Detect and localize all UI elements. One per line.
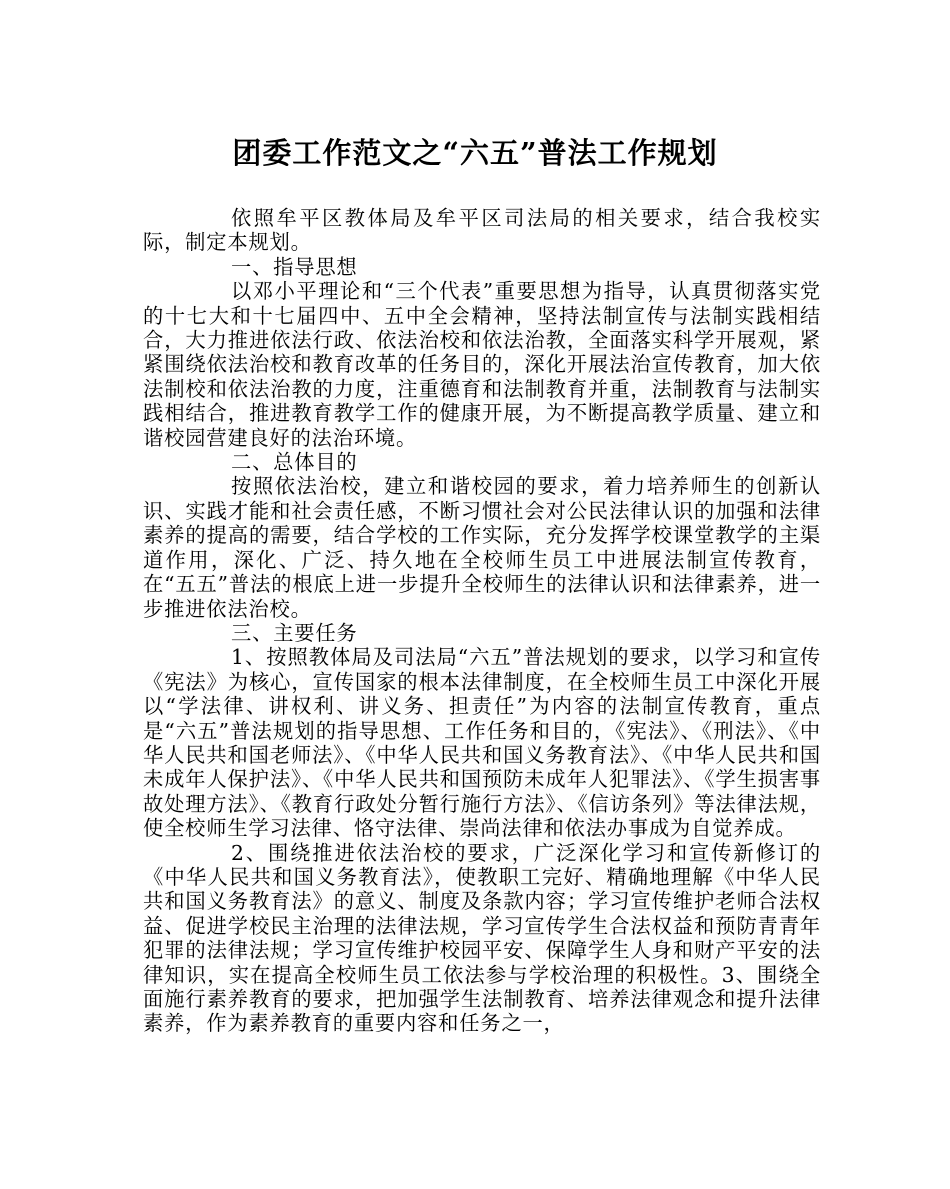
paragraph-task-1: 1、按照教体局及司法局“六五”普法规划的要求，以学习和宣传《宪法》为核心，宣传国家的根本法律制度，在全校师生员工中深化开展以“学法律、讲权利、讲义务、担责任”为内容的法制宣传教育，重点是“六五”普法规划的指导思想、工作任务和目的，《宪法》、《刑法》、《中华人民共和国老师法》、《中华人民共和国义务教育法》、《中华人民共和国未成年人保护法》、《中华人民共和国预防未成年人犯罪法》、《学生损害事故处理方法》、《教育行政处分暂行施行方法》、《信访条列》等法律法规，使全校师生学习法律、恪守法律、崇尚法律和依法办事成为自觉养成。: [143, 645, 821, 841]
document-title: 团委工作范文之“六五”普法工作规划: [232, 136, 718, 170]
paragraph-task-2-3: 2、围绕推进依法治校的要求，广泛深化学习和宣传新修订的《中华人民共和国义务教育法》，使教职工完好、精确地理解《中华人民共和国义务教育法》的意义、制度及条款内容；学习宣传维护老师合法权益、促进学校民主治理的法律法规，学习宣传学生合法权益和预防青青年犯罪的法律法规；学习宣传维护校园平安、保障学生人身和财产平安的法律知识，实在提高全校师生员工依法参与学校治理的积极性。3、围绕全面施行素养教育的要求，把加强学生法制教育、培养法律观念和提升法律素养，作为素养教育的重要内容和任务之一，: [143, 840, 821, 1036]
section-heading-main-tasks: 三、主要任务: [231, 620, 358, 645]
section-heading-overall-goal: 二、总体目的: [231, 450, 358, 475]
section-heading-guiding-thought: 一、指导思想: [231, 254, 358, 279]
intro-paragraph: 依照牟平区教体局及牟平区司法局的相关要求，结合我校实际，制定本规划。: [143, 206, 821, 255]
paragraph-guiding-thought: 以邓小平理论和“三个代表”重要思想为指导，认真贯彻落实党的十七大和十七届四中、五中全会精神，坚持法制宣传与法制实践相结合，大力推进依法行政、依法治校和依法治教，全面落实科学开展观，紧紧围绕依法治校和教育改革的任务目的，深化开展法治宣传教育，加大依法制校和依法治教的力度，注重德育和法制教育并重，法制教育与法制实践相结合，推进教育教学工作的健康开展，为不断提高教学质量、建立和谐校园营建良好的法治环境。: [143, 279, 821, 450]
document-body: [143, 206, 821, 1036]
paragraph-overall-goal: 按照依法治校，建立和谐校园的要求，着力培养师生的创新认识、实践才能和社会责任感，不断习惯社会对公民法律认识的加强和法律素养的提高的需要，结合学校的工作实际，充分发挥学校课堂教学的主渠道作用，深化、广泛、持久地在全校师生员工中进展法制宣传教育，在“五五”普法的根底上进一步提升全校师生的法律认识和法律素养，进一步推进依法治校。: [143, 474, 821, 621]
